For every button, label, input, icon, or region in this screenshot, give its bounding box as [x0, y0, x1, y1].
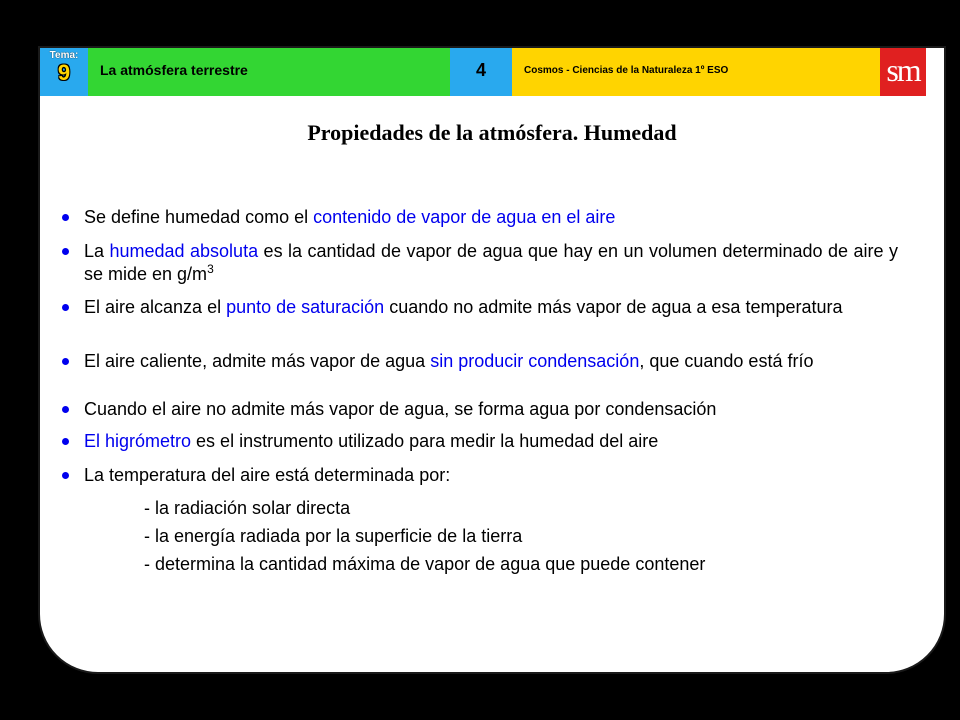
bullet-text: es la cantidad de vapor de agua que hay en un volumen determinado de aire y se mide en g/m [84, 241, 899, 284]
tema-number: 9 [57, 60, 71, 85]
header-bar [40, 48, 944, 96]
slide [38, 46, 946, 674]
page-number-box [450, 48, 512, 96]
bullet-text: La temperatura del aire está determinada por: [84, 465, 451, 485]
bullet-text: La [84, 241, 110, 261]
superscript: 3 [207, 262, 214, 276]
bullet-dot-icon [62, 358, 69, 365]
logo-text: sm [886, 52, 920, 88]
book-title: Cosmos - Ciencias de la Naturaleza 1º ESO [524, 65, 729, 76]
bullet-highlight: sin producir condensación [430, 351, 640, 371]
unit-title-box [88, 48, 450, 96]
bullet-dot-icon [62, 214, 69, 221]
bullet-6 [62, 430, 898, 453]
bullet-dot-icon [62, 304, 69, 311]
bullet-3 [62, 296, 898, 319]
bullet-dot-icon [62, 406, 69, 413]
bullet-1 [62, 206, 898, 229]
book-title-box [512, 48, 880, 96]
bullet-text: Cuando el aire no admite más vapor de agua, se forma agua por condensación [84, 399, 717, 419]
bullet-text: Se define humedad como el [84, 207, 314, 227]
bullet-text: cuando no admite más vapor de agua a esa temperatura [384, 297, 843, 317]
bullet-dot-icon [62, 438, 69, 445]
tema-badge [40, 48, 88, 96]
bullet-2 [62, 240, 898, 286]
bullet-highlight: El higrómetro [84, 431, 192, 451]
bullet-dot-icon [62, 248, 69, 255]
bullet-4 [62, 350, 898, 373]
bullet-text: , que cuando está frío [639, 351, 814, 371]
sub-item-2: - la energía radiada por la superficie de la tierra [144, 526, 523, 546]
tema-label: Tema: [49, 50, 79, 61]
sub-item-1: - la radiación solar directa [144, 498, 351, 518]
bullet-text: El aire caliente, admite más vapor de agua [84, 351, 431, 371]
bullet-text: El aire alcanza el [84, 297, 227, 317]
sub-item-3: - determina la cantidad máxima de vapor de agua que puede contener [144, 554, 706, 574]
bullet-highlight: contenido de vapor de agua en el aire [313, 207, 616, 227]
publisher-logo [880, 48, 926, 96]
bullet-5 [62, 398, 898, 421]
page-title: Propiedades de la atmósfera. Humedad [307, 120, 677, 145]
bullet-7 [62, 464, 898, 487]
bullet-highlight: punto de saturación [226, 297, 385, 317]
bullet-dot-icon [62, 472, 69, 479]
bullet-text: es el instrumento utilizado para medir la humedad del aire [191, 431, 659, 451]
bullet-highlight: humedad absoluta [109, 241, 259, 261]
page-number: 4 [475, 60, 486, 80]
unit-title: La atmósfera terrestre [100, 62, 248, 78]
